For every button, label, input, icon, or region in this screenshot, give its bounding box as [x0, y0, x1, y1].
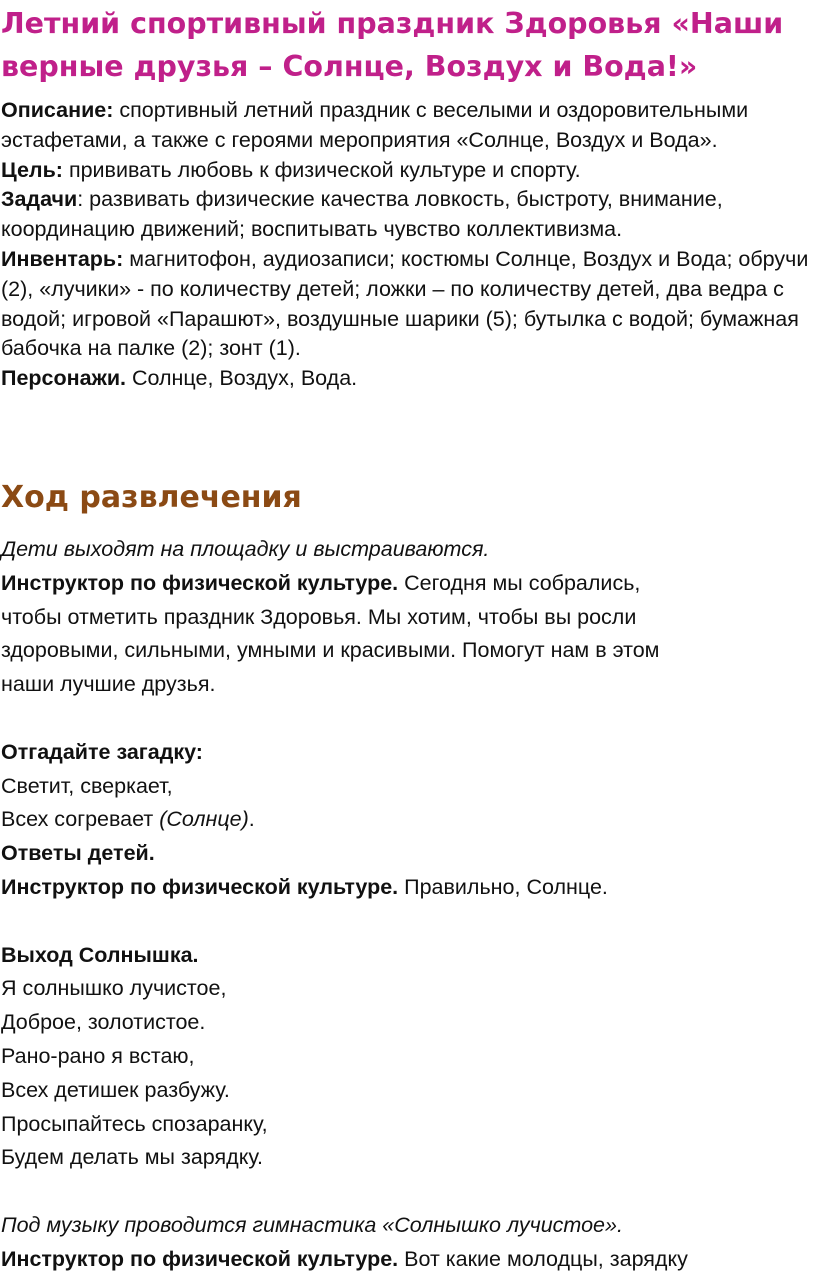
- instructor-label: Инструктор по физической культуре.: [1, 570, 399, 595]
- instructor-line-2: [1, 871, 816, 905]
- instructor-text: Правильно, Солнце.: [398, 874, 608, 899]
- description-text: спортивный летний праздник с веселыми и оздоровительными эстафетами, а также с героями мероприятия «Солнце, Воздух и Вода».: [1, 98, 749, 152]
- instructor-label: Инструктор по физической культуре.: [1, 1246, 399, 1271]
- characters-label: Персонажи.: [1, 366, 127, 391]
- sun-exit-heading: [1, 939, 816, 973]
- poem-line: Будем делать мы зарядку.: [1, 1145, 263, 1170]
- tasks-label: Задачи: [1, 187, 78, 212]
- characters-text: Солнце, Воздух, Вода.: [126, 366, 358, 391]
- poem-line: Доброе, золотистое.: [1, 1010, 206, 1035]
- poem-line: Я солнышко лучистое,: [1, 976, 227, 1001]
- gym-direction: [1, 1209, 816, 1243]
- instructor-text: Вот какие молодцы, зарядку: [398, 1246, 688, 1271]
- instructor-text: Сегодня мы собрались,: [398, 570, 641, 595]
- inventory-label: Инвентарь:: [1, 246, 124, 271]
- gym-direction-text: Под музыку проводится гимнастика «Солнышко лучистое».: [1, 1212, 623, 1237]
- riddle-line: Светит, сверкает,: [1, 773, 173, 798]
- riddle-text: Всех согревает: [1, 807, 160, 832]
- riddle-period: .: [248, 807, 255, 832]
- instructor-line-1: [1, 567, 816, 601]
- text-line: наши лучшие друзья.: [1, 672, 216, 697]
- tasks-paragraph: [1, 185, 813, 245]
- section-heading: Ход развлечения: [1, 480, 302, 515]
- goal-paragraph: [1, 156, 813, 186]
- description-label: Описание:: [1, 98, 114, 122]
- characters-paragraph: [1, 364, 813, 394]
- description-paragraph: [1, 96, 813, 156]
- riddle-line: [1, 803, 816, 837]
- goal-text: прививать любовь к физической культуре и спорту.: [62, 157, 581, 182]
- answers-label: Ответы детей.: [1, 841, 155, 866]
- page-title: Летний спортивный праздник Здоровья «Наши верные друзья – Солнце, Воздух и Вода!»: [1, 7, 784, 83]
- riddle-heading: [1, 736, 816, 770]
- instructor-line-3: [1, 1243, 816, 1277]
- blank-line: [1, 905, 816, 939]
- intro-block: [1, 96, 813, 394]
- stage-direction: [1, 533, 816, 567]
- instructor-label: Инструктор по физической культуре.: [1, 874, 399, 899]
- text-line: чтобы отметить праздник Здоровья. Мы хотим, чтобы вы росли: [1, 604, 637, 629]
- tasks-text: : развивать физические качества ловкость, быстроту, внимание, координацию движений; воспитывать чувство коллективизма.: [1, 187, 723, 242]
- poem-line: Рано-рано я встаю,: [1, 1043, 195, 1068]
- poem-line: Просыпайтесь спозаранку,: [1, 1111, 268, 1136]
- stage-direction-text: Дети выходят на площадку и выстраиваются.: [1, 537, 490, 561]
- scenario-body: [1, 533, 816, 1277]
- inventory-text: магнитофон, аудиозаписи; костюмы Солнце, Воздух и Вода; обручи (2), «лучики» - по количеству детей; ложки – по количеству детей, два ведра с водой; игровой «Парашют», воздушные шарики (5); бутылка с водой; бумажная бабочка на палке (2); зонт (1).: [1, 246, 809, 361]
- text-line: здоровыми, сильными, умными и красивыми. Помогут нам в этом: [1, 638, 660, 663]
- blank-line: [1, 702, 816, 736]
- sun-exit-label: Выход Солнышка.: [1, 942, 199, 967]
- inventory-paragraph: [1, 245, 813, 364]
- poem-line: Всех детишек разбужу.: [1, 1077, 230, 1102]
- riddle-label: Отгадайте загадку:: [1, 739, 203, 764]
- answers-line: [1, 837, 816, 871]
- blank-line: [1, 1175, 816, 1209]
- riddle-answer: (Солнце): [159, 807, 249, 832]
- goal-label: Цель:: [1, 157, 63, 182]
